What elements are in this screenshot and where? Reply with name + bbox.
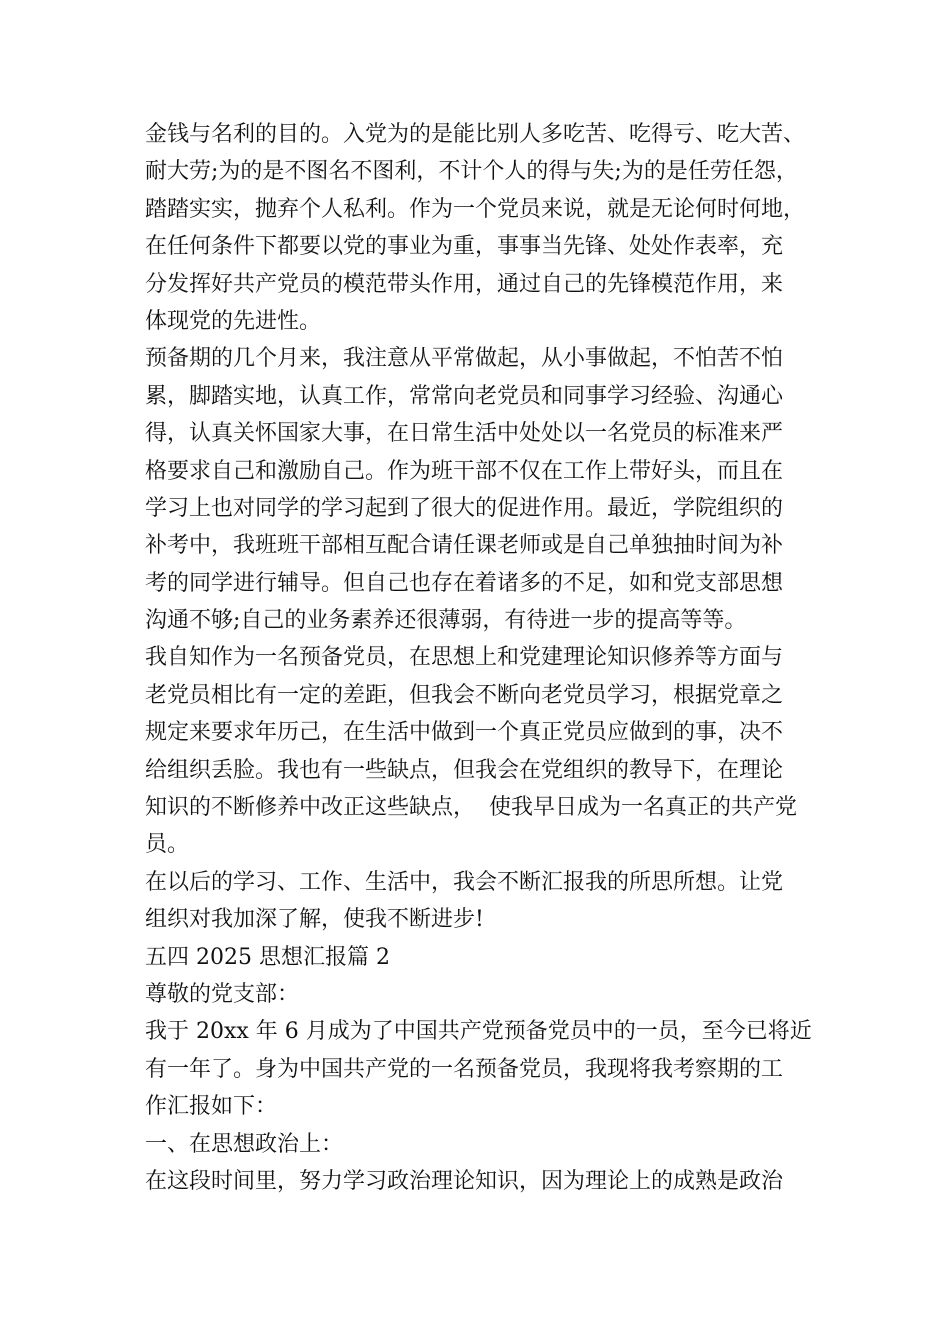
text-line: 得，认真关怀国家大事，在日常生活中处处以一名党员的标准来严: [145, 421, 784, 447]
text-line: 作汇报如下：: [145, 1094, 278, 1120]
text-line: 知识的不断修养中改正这些缺点， 使我早日成为一名真正的共产党: [145, 795, 797, 821]
text-line: 老党员相比有一定的差距，但我会不断向老党员学习，根据党章之: [145, 682, 784, 708]
salutation: 尊敬的党支部：: [145, 981, 300, 1007]
text-line: 我自知作为一名预备党员，在思想上和党建理论知识修养等方面与: [145, 645, 784, 671]
text-line: 补考中，我班班干部相互配合请任课老师或是自己单独抽时间为补: [145, 533, 784, 559]
text-line: 金钱与名利的目的。入党为的是能比别人多吃苦、吃得亏、吃大苦、: [145, 122, 806, 147]
text-line: 在任何条件下都要以党的事业为重，事事当先锋、处处作表率，充: [145, 234, 784, 260]
text-line: 给组织丢脸。我也有一些缺点，但我会在党组织的教导下，在理论: [145, 757, 784, 783]
text-line: 学习上也对同学的学习起到了很大的促进作用。最近，学院组织的: [145, 495, 784, 521]
text-line: 累，脚踏实地，认真工作，常常向老党员和同事学习经验、沟通心: [145, 383, 784, 409]
text-line: 预备期的几个月来，我注意从平常做起，从小事做起，不怕苦不怕: [145, 346, 784, 372]
text-line: 分发挥好共产党员的模范带头作用，通过自己的先锋模范作用，来: [145, 271, 784, 297]
section-heading: 五四 2025 思想汇报篇 2: [145, 944, 390, 970]
text-line: 组织对我加深了解，使我不断进步!: [145, 907, 484, 933]
document-body: [145, 116, 835, 1200]
text-line: 沟通不够;自己的业务素养还很薄弱，有待进一步的提高等等。: [145, 608, 747, 634]
subsection-heading: 一、在思想政治上：: [145, 1131, 344, 1157]
text-line: 在这段时间里，努力学习政治理论知识，因为理论上的成熟是政治: [145, 1168, 784, 1194]
text-line: 在以后的学习、工作、生活中，我会不断汇报我的所思所想。让党: [145, 869, 784, 895]
text-line: 员。: [145, 832, 190, 858]
text-line: 体现党的先进性。: [145, 308, 322, 334]
text-line: 有一年了。身为中国共产党的一名预备党员，我现将我考察期的工: [145, 1056, 784, 1082]
text-line: 规定来要求年历己，在生活中做到一个真正党员应做到的事，决不: [145, 720, 784, 746]
text-line: 踏踏实实，抛弃个人私利。作为一个党员来说，就是无论何时何地，: [145, 196, 806, 222]
text-line: 耐大劳;为的是不图名不图利，不计个人的得与失;为的是任劳任怨，: [145, 159, 798, 185]
text-line: 格要求自己和激励自己。作为班干部不仅在工作上带好头，而且在: [145, 458, 784, 484]
text-line: 我于 20xx 年 6 月成为了中国共产党预备党员中的一员，至今已将近: [145, 1019, 812, 1045]
text-line: 考的同学进行辅导。但自己也存在着诸多的不足，如和党支部思想: [145, 570, 784, 596]
